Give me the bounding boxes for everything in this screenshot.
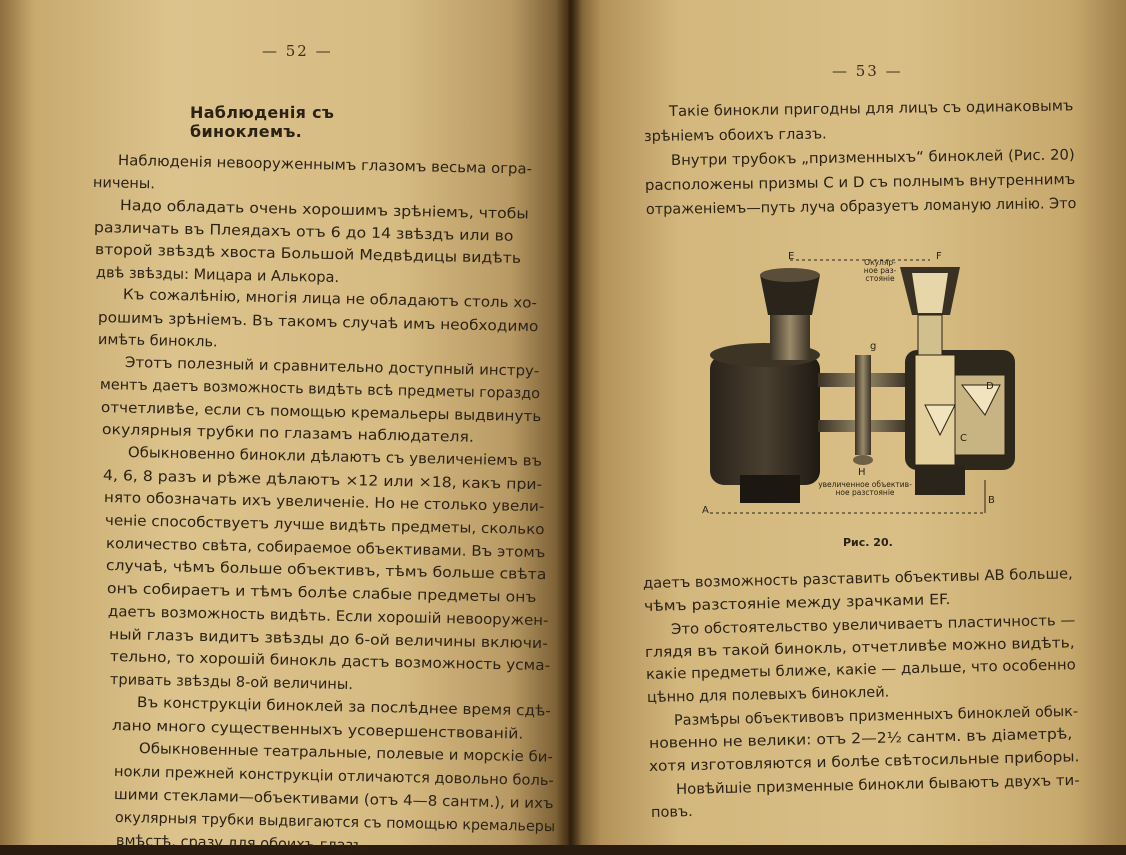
text-line: Наблюденія невооруженнымъ глазомъ весьма огра- <box>117 153 533 178</box>
text-line: имѣть бинокль. <box>98 332 219 351</box>
text-line: рошимъ зрѣніемъ. Въ такомъ случаѣ имъ необходимо <box>97 309 539 335</box>
text-line: ничены. <box>92 175 155 193</box>
text-line: цѣнно для полевыхъ биноклей. <box>646 684 890 707</box>
text-line: Размѣры объективовъ призменныхъ биноклей обык- <box>673 704 1079 730</box>
text-line: шими стеклами—объективами (отъ 4—8 сантм.), и ихъ <box>114 786 555 813</box>
text-line: второй звѣздѣ хвоста Большой Медвѣдицы видѣть <box>95 242 522 268</box>
text-line: вмѣстѣ, сразу для обоихъ глазъ. <box>115 832 369 855</box>
eyepiece-distance-note: Окуляр- ное раз- стояніе <box>863 258 897 283</box>
text-line: 4, 6, 8 разъ и рѣже дѣлаютъ ×12 или ×18, какъ при- <box>103 467 543 493</box>
text-line: зрѣніемъ обоихъ глазъ. <box>643 125 827 145</box>
text-line: Этотъ полезный и сравнительно доступный инстру- <box>125 354 540 380</box>
text-line: количество свѣта, собираемое объективами. Въ этомъ <box>105 535 546 561</box>
text-line: отраженіемъ—путь луча образуетъ ломаную линію. Это <box>646 196 1077 219</box>
label-c: C <box>960 433 967 444</box>
text-line: лано много существенныхъ усовершенствованій. <box>111 718 524 743</box>
text-line: онъ собираетъ и тѣмъ болѣе слабые предметы онъ <box>107 581 537 607</box>
text-line: двѣ звѣзды: Мицара и Алькора. <box>95 264 340 286</box>
binocular-figure <box>700 251 1030 525</box>
label-g: g <box>870 341 877 352</box>
text-line: ченіе способствуетъ лучше видѣть предметы, сколько <box>104 512 545 539</box>
text-line: Обыкновенно бинокли дѣлаютъ съ увеличеніемъ въ <box>128 444 543 470</box>
text-line: нокли прежней конструкціи отличаются довольно боль- <box>113 763 554 790</box>
text-line: отчетливѣе, если съ помощью кремальеры выдвинуть <box>100 399 542 425</box>
right-page-number: — 53 — <box>832 62 903 80</box>
text-line: различать въ Плеядахъ отъ 6 до 14 звѣздъ или во <box>94 220 514 245</box>
text-line: окулярныя трубки выдвигаются съ помощью кремальеры <box>115 809 556 835</box>
label-h: H <box>858 467 866 478</box>
text-line: Новѣйшіе призменные бинокли бываютъ двухъ ти- <box>676 773 1080 799</box>
text-line: Въ конструкціи биноклей за послѣднее время сдѣ- <box>137 695 552 720</box>
label-f: F <box>936 251 942 262</box>
text-line: Внутри трубокъ „призменныхъ“ биноклей (Рис. 20) <box>670 147 1075 170</box>
text-line: даетъ возможность разставить объективы AB больше, <box>642 566 1073 592</box>
text-line: ный глазъ видитъ звѣзды до 6-ой величины включи- <box>108 626 548 652</box>
text-line: тривать звѣзды 8-ой величины. <box>110 672 354 694</box>
text-line: случаѣ, чѣмъ больше объективъ, тѣмъ больше свѣта <box>106 558 547 584</box>
text-line: глядя въ такой бинокль, отчетливѣе можно видѣть, <box>645 634 1076 661</box>
label-d: D <box>986 381 994 392</box>
text-line: Надо обладать очень хорошимъ зрѣніемъ, чтобы <box>119 197 529 223</box>
section-heading: Наблюденія съ биноклемъ. <box>190 103 335 141</box>
text-line: окулярныя трубки по глазамъ наблюдателя. <box>101 422 474 447</box>
text-line: новенно не велики: отъ 2—2½ сантм. въ діаметрѣ, <box>648 726 1073 753</box>
figure-caption: Рис. 20. <box>843 536 893 549</box>
text-line: ментъ даетъ возможность видѣть всѣ предметы гораздо <box>99 377 541 403</box>
label-a: A <box>702 505 709 516</box>
left-page-number: — 52 — <box>262 42 333 60</box>
text-line: расположены призмы C и D съ полнымъ внутреннимъ <box>645 171 1076 194</box>
text-line: Обыкновенные театральные, полевые и морскіе би- <box>138 740 553 766</box>
text-line: хотя изготовляются и болѣе свѣтосильные приборы. <box>649 749 1080 776</box>
text-line: нято обозначать ихъ увеличеніе. Но не столько увели- <box>103 490 545 516</box>
text-line: даетъ возможность видѣть. Если хорошій невооружен- <box>107 603 549 630</box>
objective-distance-note: увеличенное объектив- ное разстояніе <box>818 480 912 497</box>
text-line: тельно, то хорошій бинокль дастъ возможность усма- <box>109 649 550 675</box>
text-line: повъ. <box>650 804 693 822</box>
label-b: B <box>988 495 995 506</box>
text-line: Такіе бинокли пригодны для лицъ съ одинаковымъ <box>668 98 1074 120</box>
text-line: Это обстоятельство увеличиваетъ пластичность — <box>670 612 1076 638</box>
label-e: E <box>788 251 795 262</box>
text-line: Къ сожалѣнію, многія лица не обладаютъ столь хо- <box>122 287 537 312</box>
text-line: какіе предметы ближе, какіе — дальше, что особенно <box>646 657 1077 684</box>
book-gutter <box>556 0 582 845</box>
text-line: чѣмъ разстояніе между зрачками EF. <box>643 591 951 615</box>
